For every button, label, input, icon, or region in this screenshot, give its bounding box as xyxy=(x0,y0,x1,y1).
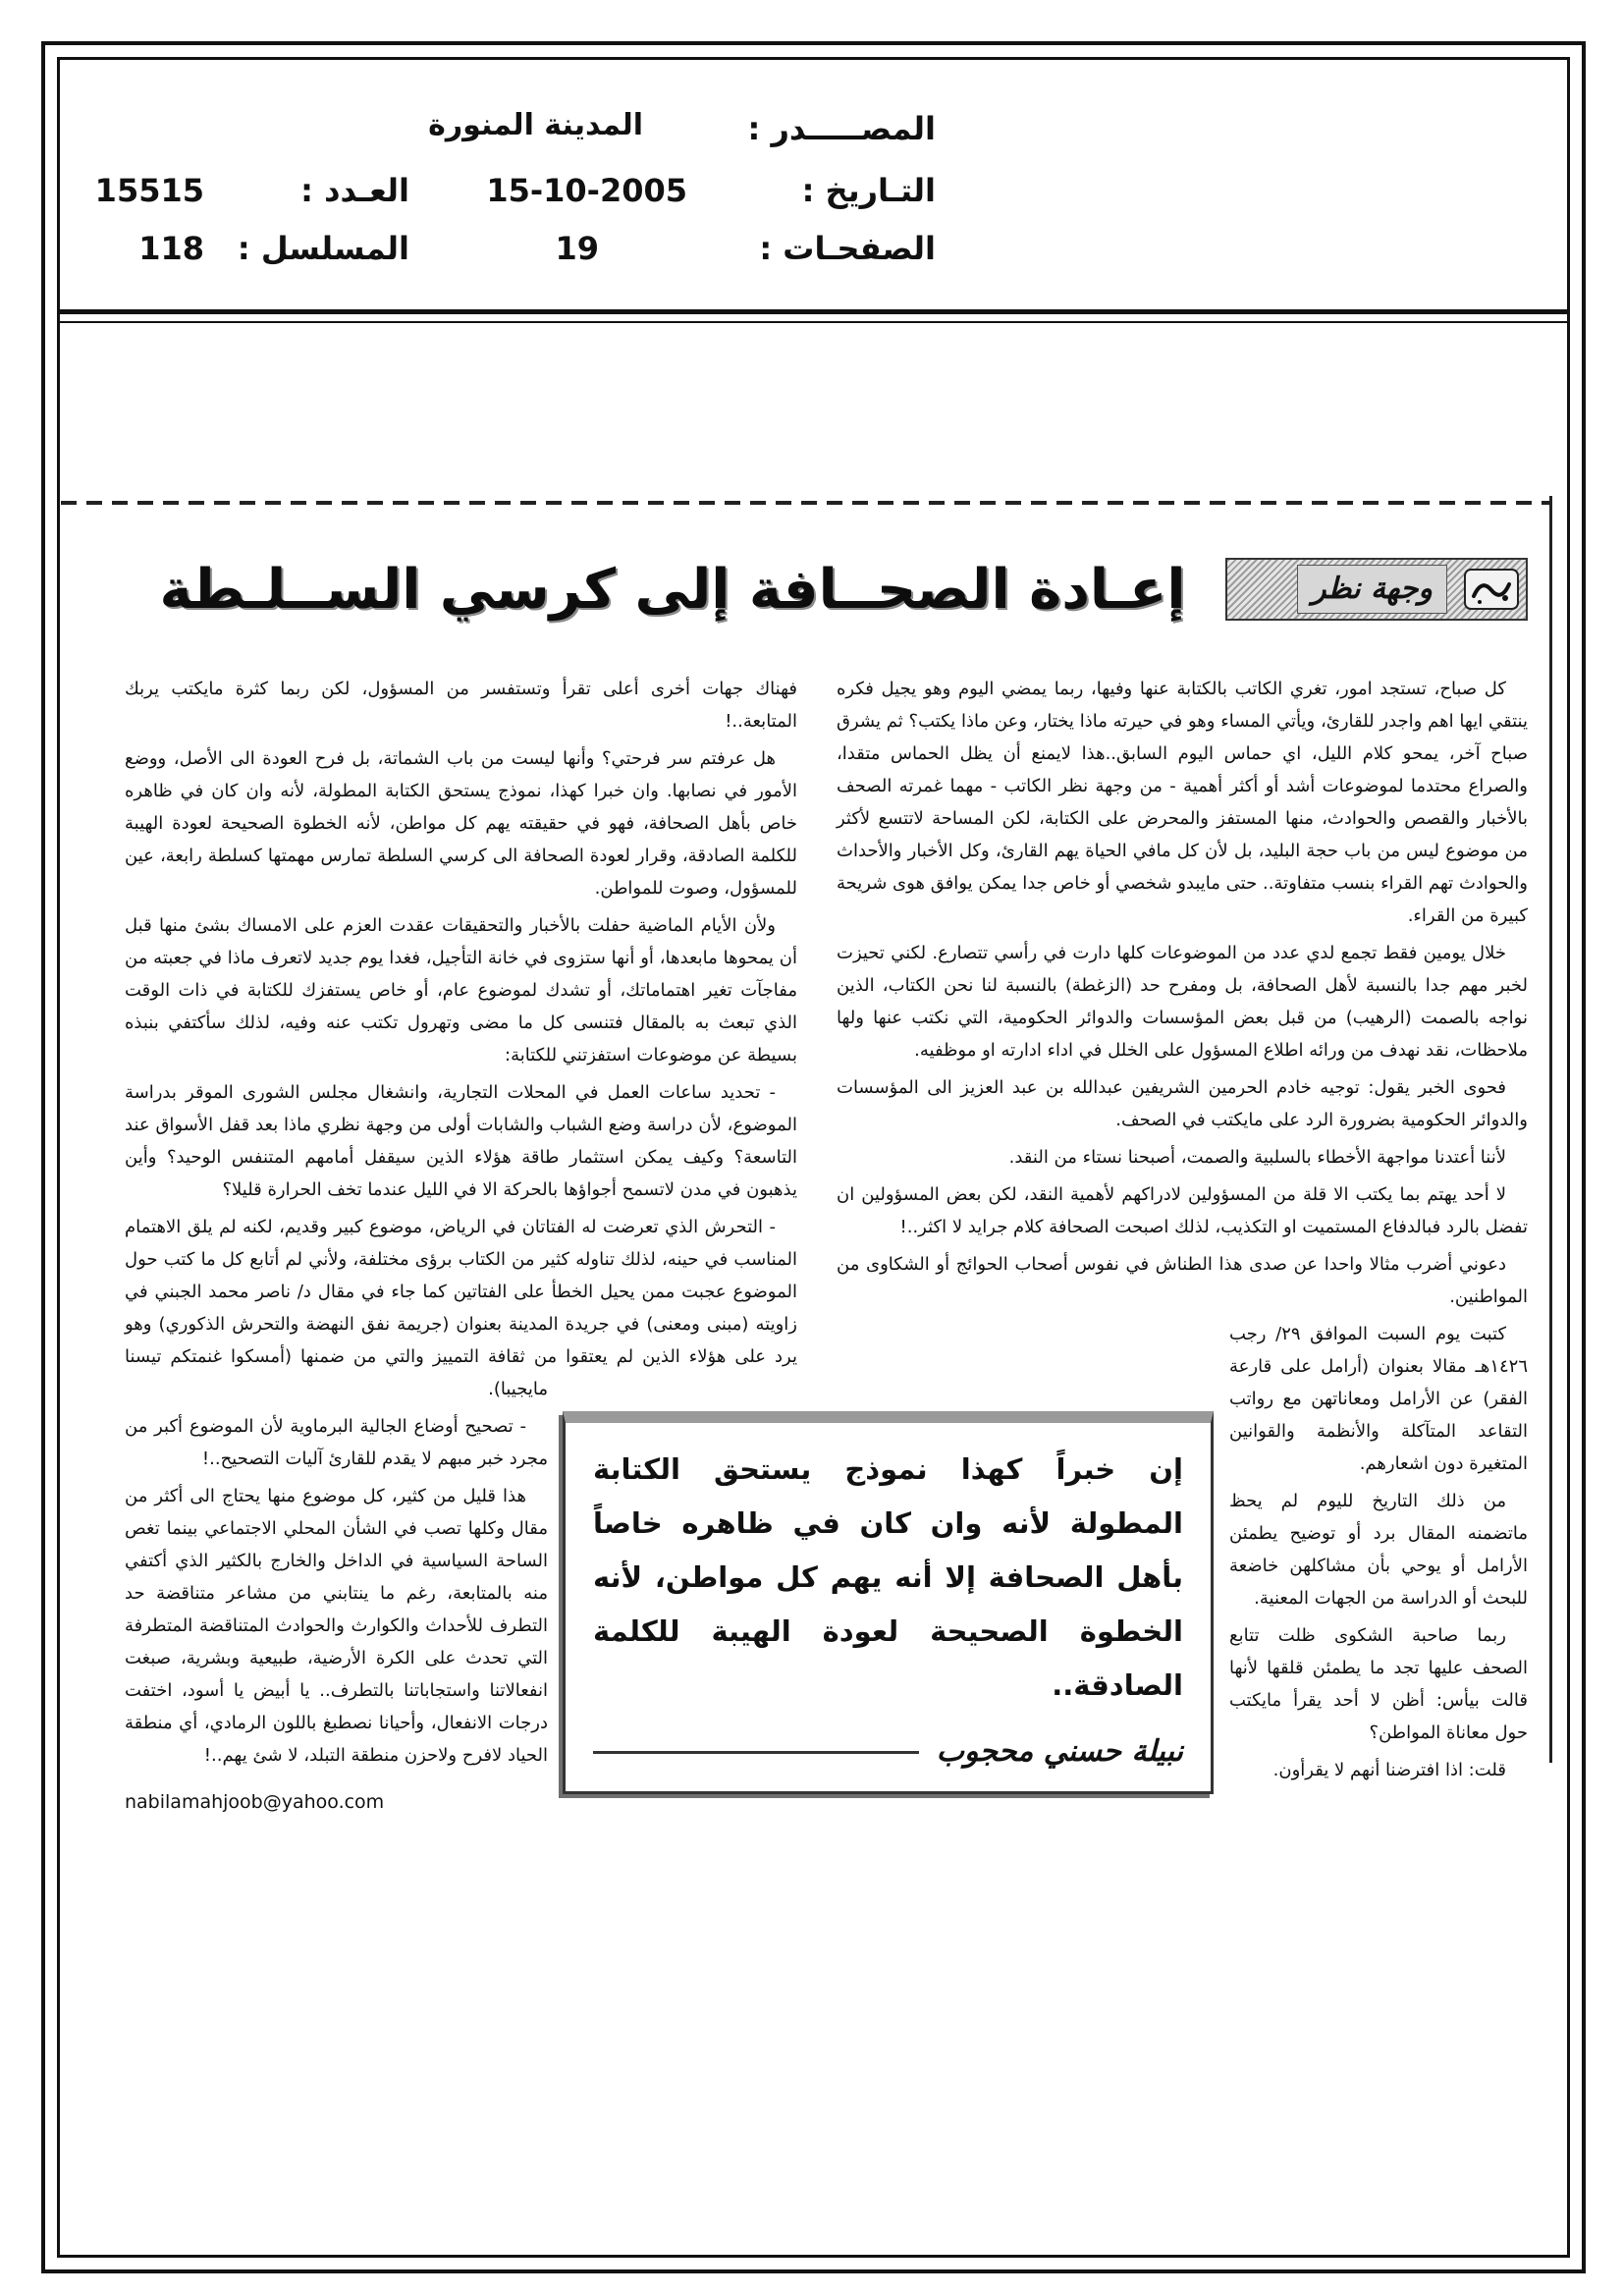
article-paragraph: دعوني أضرب مثالا واحدا عن صدى هذا الطناش في نفوس أصحاب الحوائج أو الشكاوى من المواطنين. xyxy=(837,1254,1528,1307)
badge-label: وجهة نظر xyxy=(1297,565,1447,614)
header-divider-thin xyxy=(57,321,1570,323)
article-paragraph: خلال يومين فقط تجمع لدي عدد من الموضوعات كلها دارت في رأسي تتصارع. لكني تحيزت لخبر مهم جدا بالنسبة لأهل الصحافة، بل ومفرح حد (الزغطة) بالنسبة لنا نحن الكتاب، الذين نواجه بالصمت (الرهيب) من قبل بعض المؤسسات والدوائر الحكومية، التي نكتب عنها ولها ملاحظات، نقد نهدف من ورائه اطلاع المسؤول على الخلل في اداء ادارته او موظفيه. xyxy=(837,943,1528,1061)
pull-quote-byline xyxy=(593,1730,1183,1774)
article-paragraph: هذا قليل من كثير، كل موضوع منها يحتاج الى أكثر من مقال وكلها تصب في الشأن المحلي الاجتماعي بينما تغص الساحة السياسية في الداخل والخارج بالكثير الذي أكتفي منه بالمتابعة، رغم ما ينتابني من مشاعر متناقضة حد التطرف للأحداث والكوارث والحوادث المتناقضة المتطرفة التي تحدث على الكرة الأرضية، طبيعية وبشرية، صبغت انفعالاتنا واستجاباتنا بالتطرف.. يا أبيض يا أسود، اختفت درجات الانفعال، وأحيانا نصطبغ باللون الرمادي، أي منطقة الحياد لافرح ولاحزن منطقة التبلد، لا شئ يهم..! xyxy=(125,1486,548,1766)
date-label: التـاريخ : xyxy=(801,172,936,209)
section-badge xyxy=(1225,558,1528,621)
article-paragraph: فحوى الخبر يقول: توجيه خادم الحرمين الشريفين عبدالله بن عبد العزيز الى المؤسسات والدوائر الحكومية بضرورة الرد على مايكتب في الصحف. xyxy=(837,1077,1528,1130)
article-list-item: - تحديد ساعات العمل في المحلات التجارية، وانشغال مجلس الشورى الموقر بدراسة الموضوع، لأن دراسة وضع الشباب والشابات أولى من وجهة نظري ماذا بعد قفل الأسواق عند التاسعة؟ وكيف يمكن استثمار طاقة هؤلاء الذين سيقفل أمامهم المتنفس الوحيد؟ وأين يذهبون في مدن لاتسمح أجواؤها بالحركة الا في الليل عندما تخف الحرارة قليلا؟ xyxy=(125,1082,797,1200)
article-paragraph: ربما صاحبة الشكوى ظلت تتابع الصحف عليها تجد ما يطمئن قلقها لأنها قالت بيأس: أظن لا أحد يقرأ مايكتب حول معاناة المواطن؟ xyxy=(1229,1625,1528,1743)
source-value: المدينة المنورة xyxy=(428,108,643,142)
article-paragraph: كتبت يوم السبت الموافق ٢٩/ رجب ١٤٢٦هـ مقالا بعنوان (أرامل على قارعة الفقر) عن الأرامل ومعاناتهن مع رواتب التقاعد المتآكلة والأنظمة والقوانين المتغيرة دون اشعارهم. xyxy=(1229,1324,1528,1474)
pull-quote-text: إن خبراً كهذا نموذج يستحق الكتابة المطولة لأنه وان كان في ظاهره خاصاً بأهل الصحافة إلا أنه يهم كل مواطن، لأنه الخطوة الصحيحة لعودة الهيبة للكلمة الصادقة.. xyxy=(593,1452,1183,1702)
article-top-dashed-rule xyxy=(61,501,1549,505)
serial-value: 118 xyxy=(138,230,204,267)
byline-rule xyxy=(593,1751,919,1754)
article-list-item: - تصحيح أوضاع الجالية البرماوية لأن الموضوع أكبر من مجرد خبر مبهم لا يقدم للقارئ آليات التصحيح..! xyxy=(125,1416,548,1469)
author-email: nabilamahjoob@yahoo.com xyxy=(125,1791,385,1813)
pull-quote-box xyxy=(563,1411,1214,1794)
article-paragraph: لأننا أعتدنا مواجهة الأخطاء بالسلبية والصمت، أصبحنا نستاء من النقد. xyxy=(1008,1147,1506,1168)
header-divider xyxy=(57,309,1570,314)
article-paragraph: فهناك جهات أخرى أعلى تقرأ وتستفسر من المسؤول، لكن ربما كثرة مايكتب يربك المتابعة..! xyxy=(125,679,797,732)
newspaper-emblem-icon xyxy=(1457,560,1526,619)
article-paragraph: هل عرفتم سر فرحتي؟ وأنها ليست من باب الشماتة، بل فرح العودة الى الأصل، ووضع الأمور في نصابها. وان خبرا كهذا، نموذج يستحق الكتابة المطولة، لأنه وان كان في ظاهره خاص بأهل الصحافة، فهو في حقيقته يهم كل مواطن، لأنه الخطوة الصحيحة لعودة الهيبة للكلمة الصادقة، وقرار لعودة الصحافة الى كرسي السلطة تمارس مهمتها كسلطة رابعة، عين للمسؤول، وصوت للمواطن. xyxy=(125,748,797,899)
issue-value: 15515 xyxy=(94,172,204,209)
date-value: 15-10-2005 xyxy=(486,172,687,209)
article-paragraph: لا أحد يهتم بما يكتب الا قلة من المسؤولين لادراكهم لأهمية النقد، لكن بعض المسؤولين ان تفضل بالرد فبالدفاع المستميت او التكذيب، لذلك اصبحت الصحافة كلام جرايد لا اكثر..! xyxy=(837,1184,1528,1237)
serial-label: المسلسل : xyxy=(237,230,409,267)
article-paragraph: كل صباح، تستجد امور، تغري الكاتب بالكتابة عنها وفيها، ربما يمضي اليوم وهو يجيل فكره ينتقي ايها اهم واجدر للقارئ، ويأتي المساء وهو في حيرته ماذا يختار، وعن ماذا يكتب؟ ثم يشرق صباح آخر، يمحو كلام الليل، اي حماس اليوم السابق..هذا لايمنع أن يظل الحماس متقدا، والصراع محتدما لموضوعات أشد أو أكثر أهمية - من وجهة نظر الكاتب - مهما غمرته الصحف بالأخبار والقصص والحوادث، منها المستفز والمحرض على الكتابة، لكن المساحة لاتتسع لأكثر من موضوع ليس من باب حجة البليد، بل لأن كل مافي الحياة يهم القارئ، وكل الأخبار والأحداث والحوادث تهم القراء بنسب متفاوتة.. حتى مايبدو شخصي أو خاص جدا يمكن يوافق هوى شريحة كبيرة من القراء. xyxy=(837,679,1528,926)
article-side-rule xyxy=(1549,496,1552,1763)
source-label: المصـــــدر : xyxy=(747,110,936,147)
pages-value: 19 xyxy=(555,230,599,267)
pages-label: الصفحـات : xyxy=(759,230,936,267)
article-paragraph: من ذلك التاريخ لليوم لم يحظ ماتضمنه المقال برد أو توضيح يطمئن الأرامل أو يوحي بأن مشاكلهن خاضعة للبحث أو الدراسة من الجهات المعنية. xyxy=(1229,1491,1528,1609)
article-list-item: - التحرش الذي تعرضت له الفتاتان في الرياض، موضوع كبير وقديم، لكنه لم يلق الاهتمام المناسب في حينه، لذلك تناوله كثير من الكتاب برؤى مختلفة، ولأني لم أتابع كل ما كتب حول الموضوع عجبت ممن يحيل الخطأ على الفتاتين كما جاء في مقال د/ ناصر محمد الجبني في زاويته (مبنى ومعنى) في جريدة المدينة بعنوان (جريمة نفق النهضة والتحرش الذكوري) وهو يرد على هؤلاء الذين لم يعتقوا من ثقافة التمييز والتي من ضمنها (أمسكوا غنمتكم تيسنا مايجيبا). xyxy=(125,1217,797,1399)
issue-label: العـدد : xyxy=(300,172,409,209)
article-paragraph: ولأن الأيام الماضية حفلت بالأخبار والتحقيقات عقدت العزم على الامساك بشئ منها قبل أن يمحوها مابعدها، أو أنها ستزوى في خانة التأجيل، فغدا يوم جديد لاتعرف ماذا في جعبته من مفاجآت تغير اهتماماتك، أو تشدك لموضوع عام، أو خاص يستفزك للكتابة في ذات الوقت الذي تبعث به بالمقال فتنسى كل ما مضى وتهرول تكتب عنه وفيه، لذلك سأكتفي بنبذه بسيطة عن موضوعات استفزتني للكتابة: xyxy=(125,915,797,1066)
article-title: إعـادة الصحــافة إلى كرسي الســلـطة xyxy=(159,558,1186,622)
article-paragraph: قلت: اذا افترضنا أنهم لا يقرأون. xyxy=(1272,1760,1506,1780)
author-name: نبيلة حسني محجوب xyxy=(936,1734,1183,1769)
